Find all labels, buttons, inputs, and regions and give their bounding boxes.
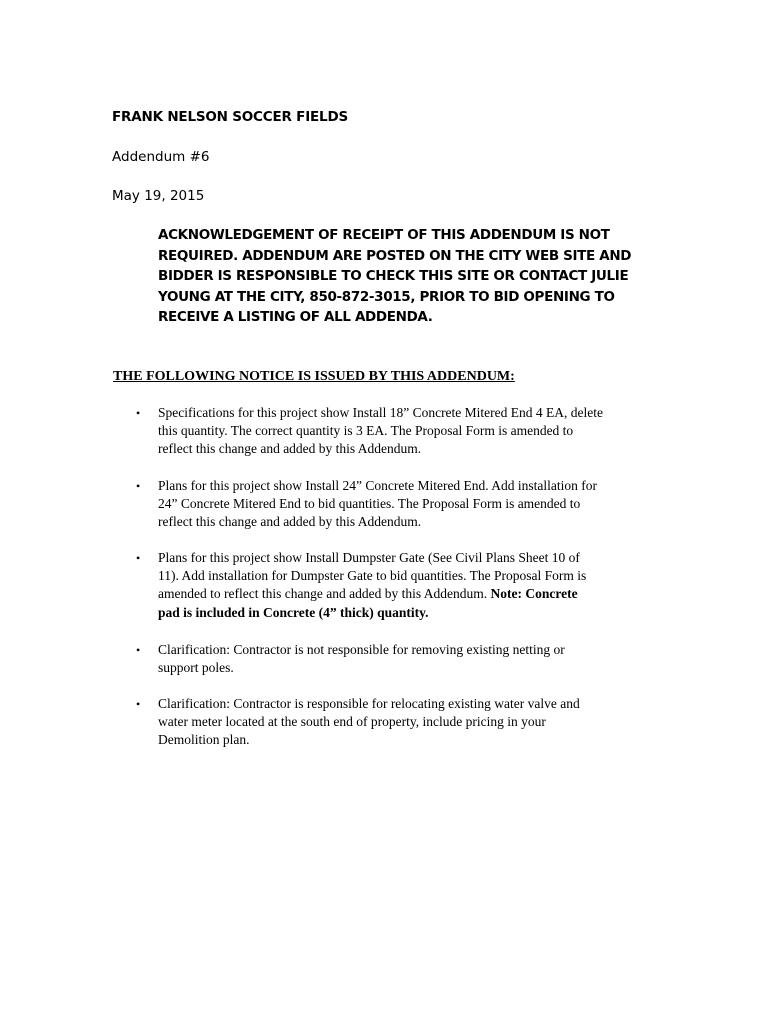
notice-item-text	[158, 549, 666, 622]
notice-item-text	[158, 695, 666, 750]
notice-item-line: support poles.	[158, 660, 234, 676]
bullet-icon: •	[136, 551, 141, 565]
acknowledgement-line: RECEIVE A LISTING OF ALL ADDENDA.	[158, 309, 433, 325]
notice-item-line-text: amended to reflect this change and added by this Addendum.	[158, 586, 488, 602]
acknowledgement-line: ACKNOWLEDGEMENT OF RECEIPT OF THIS ADDENDUM IS NOT	[158, 227, 610, 243]
notice-item-line: this quantity. The correct quantity is 3 EA. The Proposal Form is amended to	[158, 423, 574, 439]
bullet-icon: •	[136, 479, 141, 493]
bullet-icon: •	[136, 697, 141, 711]
acknowledgement-line: YOUNG AT THE CITY, 850-872-3015, PRIOR TO BID OPENING TO	[158, 288, 615, 305]
notice-item-line: Plans for this project show Install 24” Concrete Mitered End. Add installation for	[158, 478, 598, 493]
notice-item-text	[158, 404, 666, 459]
notice-item-line: Clarification: Contractor is responsible for relocating existing water valve and	[158, 696, 580, 711]
notice-item-line: 24” Concrete Mitered End to bid quantities. The Proposal Form is amended to	[158, 496, 581, 512]
addendum-number: Addendum #6	[112, 149, 210, 165]
concrete-note-label: Note: Concrete	[490, 586, 578, 602]
notice-heading: THE FOLLOWING NOTICE IS ISSUED BY THIS ADDENDUM:	[113, 369, 515, 384]
acknowledgement-line: REQUIRED. ADDENDUM ARE POSTED ON THE CITY WEB SITE AND	[158, 247, 632, 264]
acknowledgement-line: BIDDER IS RESPONSIBLE TO CHECK THIS SITE OR CONTACT JULIE	[158, 268, 629, 284]
concrete-note-text: pad is included in Concrete (4” thick) quantity.	[158, 604, 429, 620]
document-date: May 19, 2015	[112, 188, 205, 204]
notice-item-line	[158, 585, 666, 603]
acknowledgement-notice	[158, 225, 668, 328]
bullet-icon: •	[136, 643, 141, 657]
notice-item-line: reflect this change and added by this Addendum.	[158, 441, 422, 457]
bullet-icon: •	[136, 406, 141, 420]
notice-item-line: 11). Add installation for Dumpster Gate to bid quantities. The Proposal Form is	[158, 568, 587, 584]
notice-item-line: Plans for this project show Install Dumpster Gate (See Civil Plans Sheet 10 of	[158, 550, 580, 565]
notice-item-line: Specifications for this project show Install 18” Concrete Mitered End 4 EA, delete	[158, 405, 603, 420]
document-title: FRANK NELSON SOCCER FIELDS	[112, 109, 348, 125]
notice-item-line: Clarification: Contractor is not responsible for removing existing netting or	[158, 642, 565, 657]
notice-item-line: Demolition plan.	[158, 732, 250, 748]
notice-item-line: water meter located at the south end of property, include pricing in your	[158, 714, 546, 730]
notice-item-line: reflect this change and added by this Addendum.	[158, 514, 422, 530]
notice-item-text	[158, 477, 666, 532]
notice-item-text	[158, 641, 666, 677]
